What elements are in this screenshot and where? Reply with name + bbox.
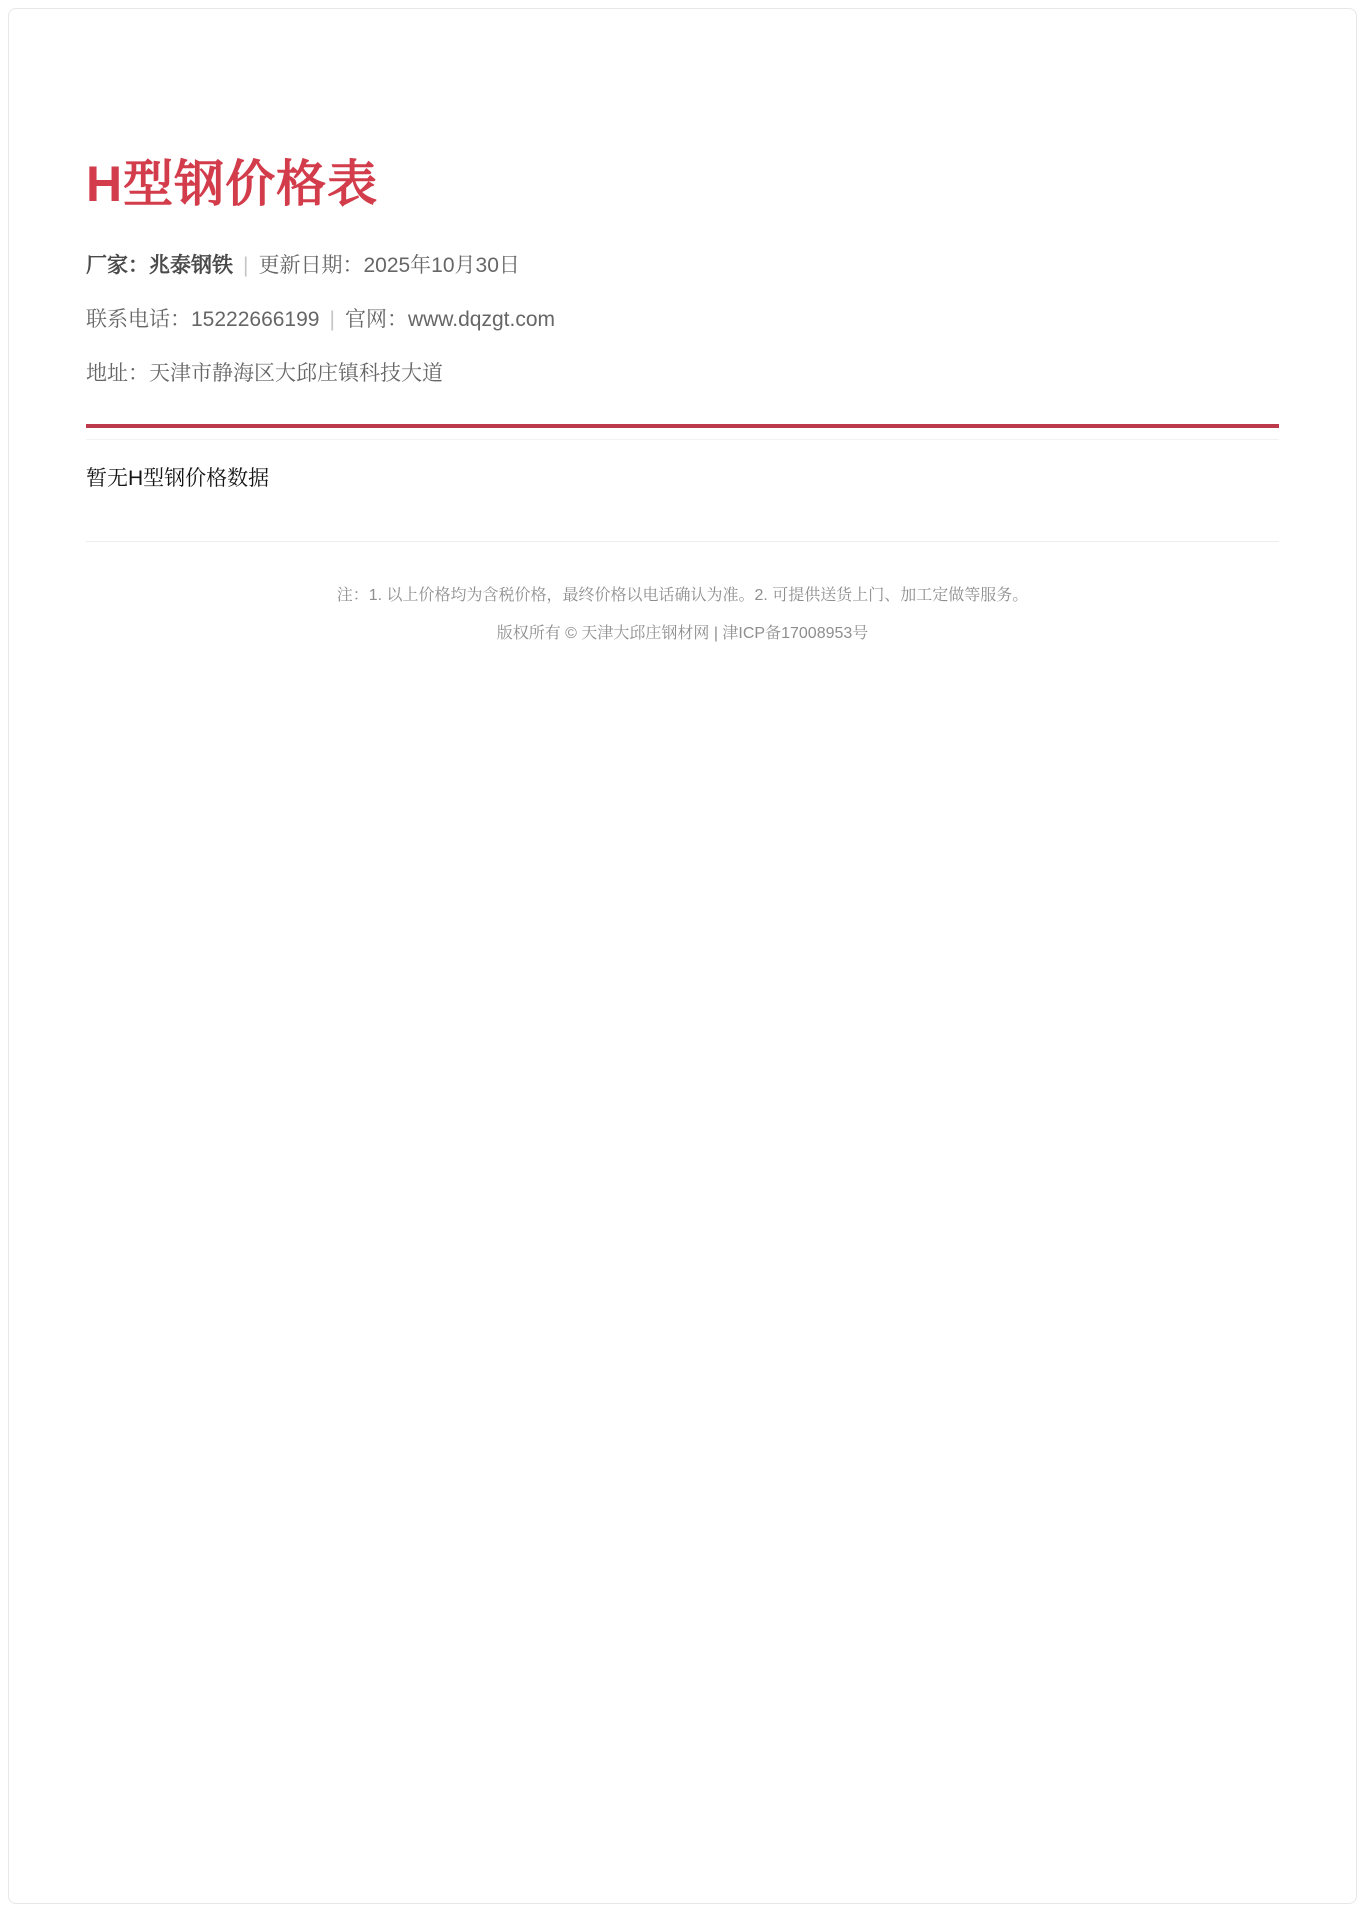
separator-pipe: | xyxy=(243,253,249,277)
price-page-card xyxy=(8,8,1357,1904)
table-top-hairline xyxy=(86,439,1279,440)
update-date-value: 2025年10月30日 xyxy=(363,253,520,277)
page-title: H型钢价格表 xyxy=(86,156,379,212)
phone-value: 15222666199 xyxy=(191,307,320,331)
empty-state-message: 暂无H型钢价格数据 xyxy=(86,466,270,490)
address-label: 地址： xyxy=(86,361,149,385)
footer-note: 注：1. 以上价格均为含税价格，最终价格以电话确认为准。2. 可提供送货上门、加工定做等服务。 xyxy=(336,586,1029,604)
phone-label: 联系电话： xyxy=(86,307,191,331)
address-line xyxy=(86,359,1279,388)
separator-pipe: | xyxy=(329,307,335,331)
vendor-update-line xyxy=(86,251,1279,280)
footer-divider xyxy=(86,541,1279,542)
website-label: 官网： xyxy=(344,307,408,331)
website-value: www.dqzgt.com xyxy=(407,307,556,331)
address-value: 天津市静海区大邱庄镇科技大道 xyxy=(149,361,443,385)
vendor-name: 兆泰钢铁 xyxy=(149,253,233,277)
update-date-label: 更新日期： xyxy=(258,253,364,277)
footer-copyright: 版权所有 © 天津大邱庄钢材网 | 津ICP备17008953号 xyxy=(496,624,869,642)
phone-site-line xyxy=(86,305,1279,334)
vendor-label: 厂家： xyxy=(86,253,149,277)
accent-divider xyxy=(86,424,1279,428)
